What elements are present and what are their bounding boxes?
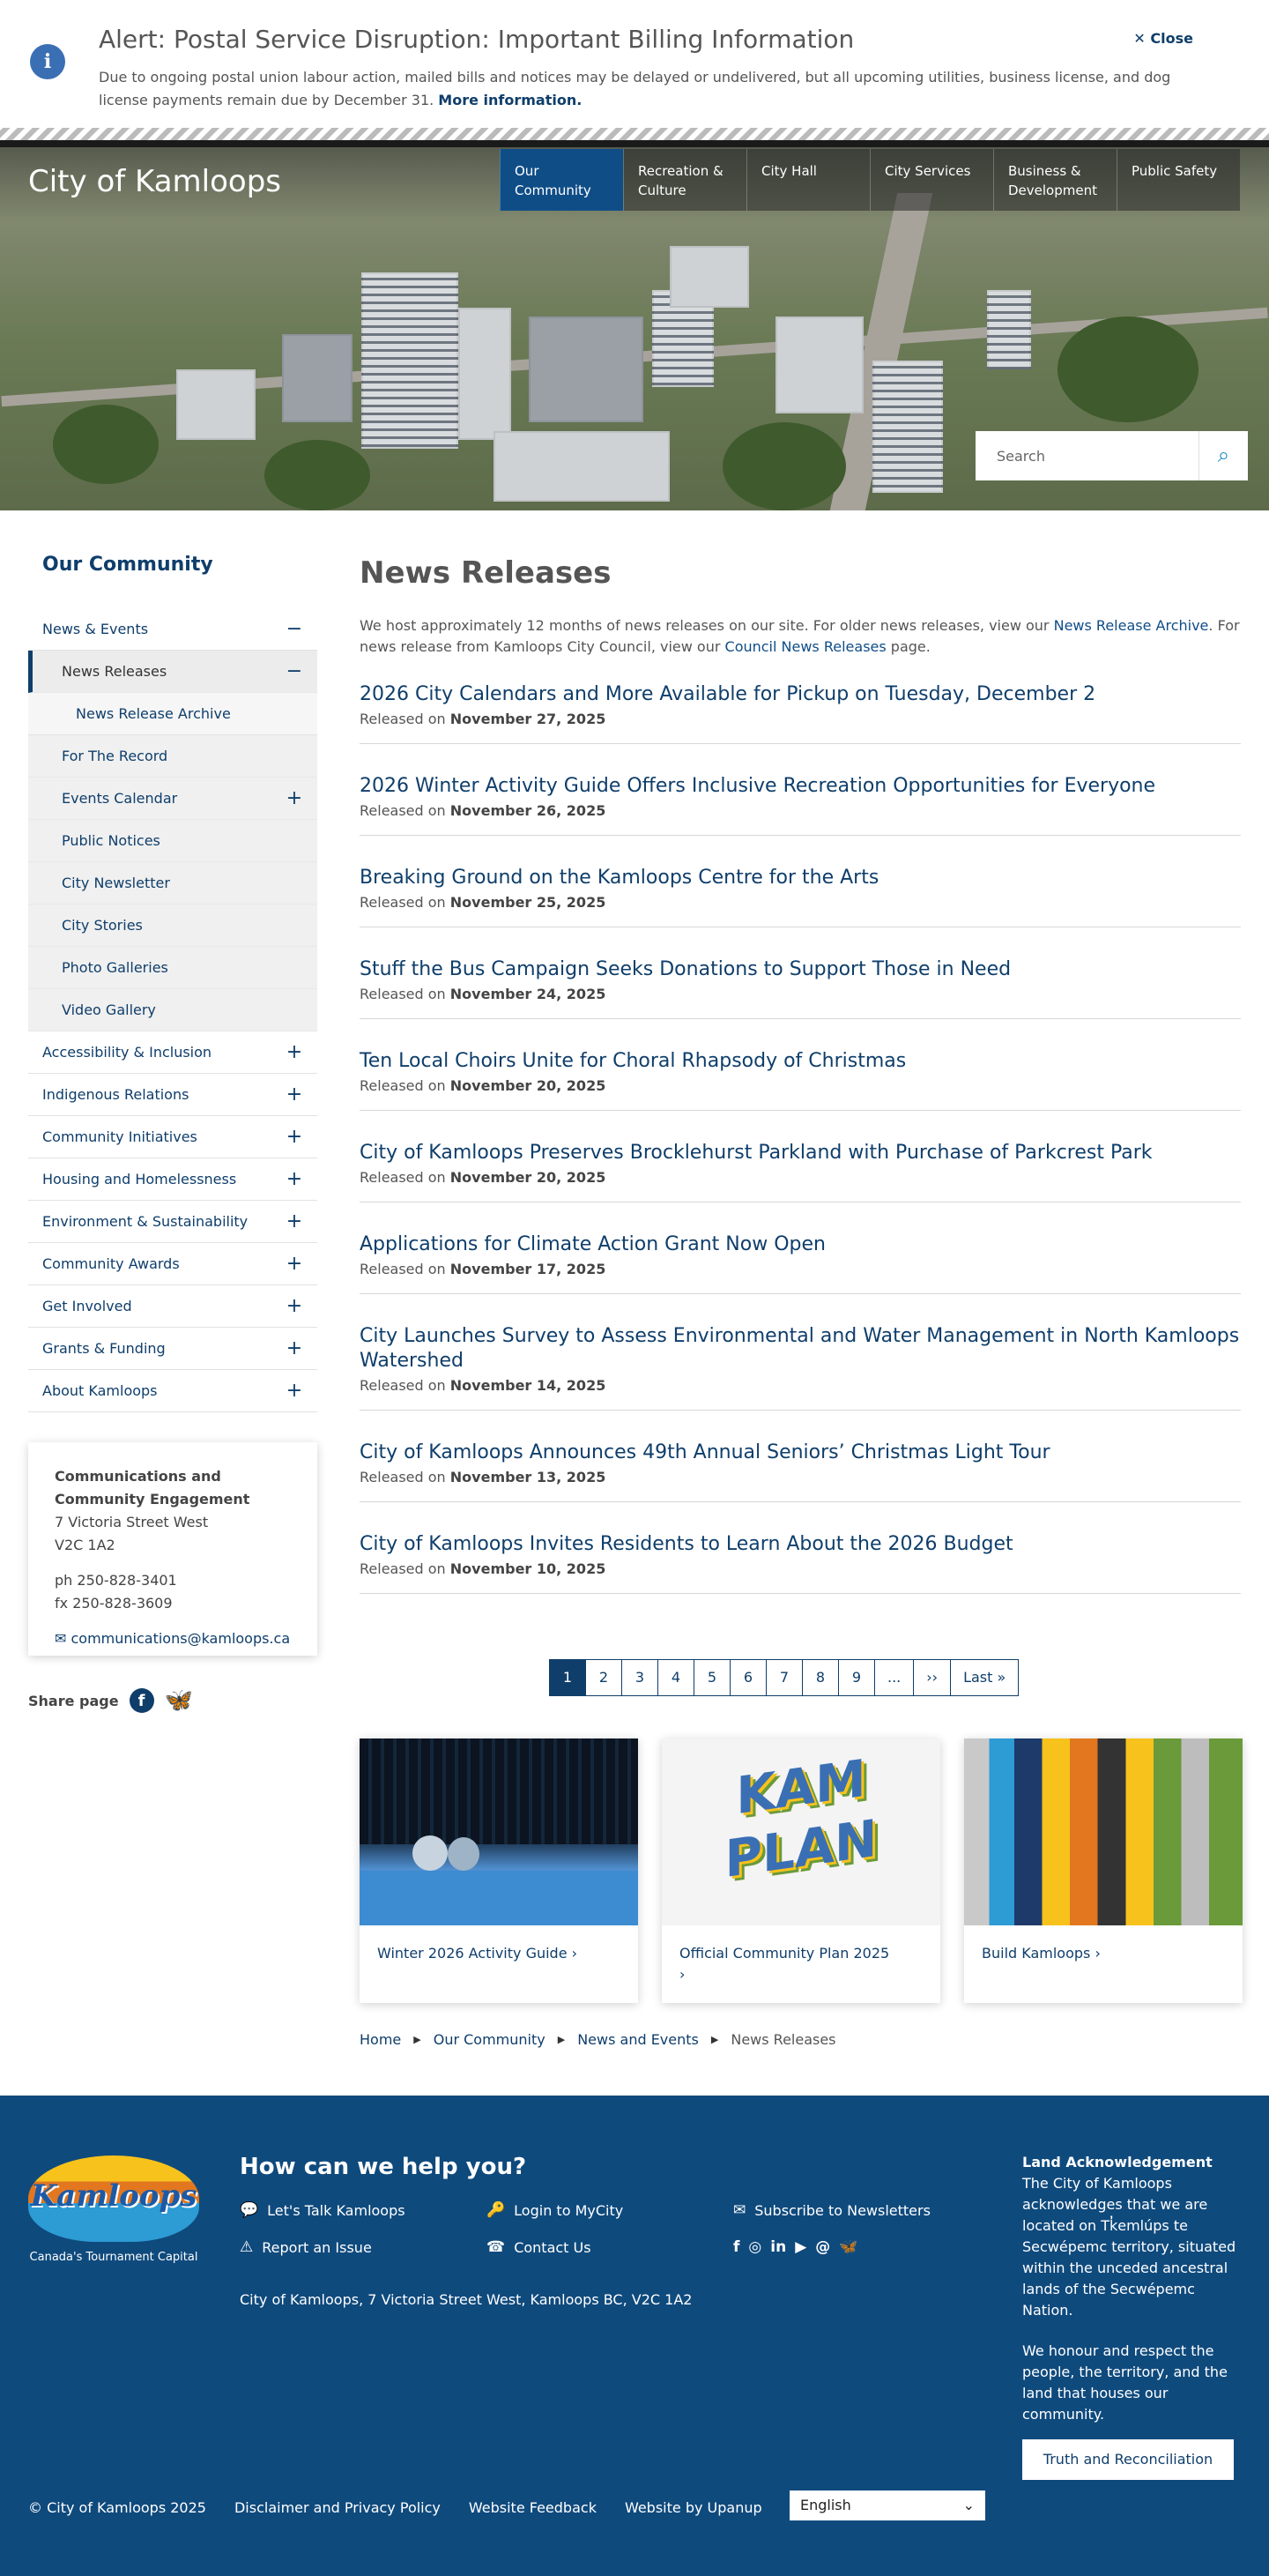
footer-bottom [28,2499,762,2516]
news-archive-link[interactable]: News Release Archive [1053,617,1209,634]
chevron-right-icon: ▶ [557,2034,566,2045]
hero-header [0,140,1269,510]
page-link[interactable]: ›› [913,1659,951,1696]
sidebar-item-city-newsletter[interactable]: City Newsletter [28,862,317,905]
photo-building [776,316,864,413]
news-release-date: Released on November 24, 2025 [360,986,606,1002]
share-page [28,1687,193,1714]
facebook-icon[interactable]: f [733,2238,740,2256]
footer-link-mycity[interactable]: 🔑 Login to MyCity [486,2201,624,2219]
photo-building [987,290,1031,369]
bluesky-icon[interactable]: 🦋 [839,2238,858,2256]
photo-building [458,308,511,440]
page-link[interactable]: ... [874,1659,914,1696]
contact-card [28,1442,317,1656]
alert-close-button[interactable]: ✕ Close [1133,30,1193,47]
breadcrumb [360,2031,836,2049]
news-release-date: Released on November 14, 2025 [360,1377,606,1394]
site-search [976,431,1248,480]
truth-reconciliation-button[interactable]: Truth and Reconciliation [1022,2439,1234,2480]
card-build-kamloops[interactable] [964,1738,1243,2003]
bluesky-icon[interactable]: 🦋 [164,1687,193,1714]
page-link[interactable]: 9 [838,1659,875,1696]
page-link[interactable]: 6 [730,1659,767,1696]
main-nav [500,149,1240,211]
sidebar-item-grants-funding[interactable]: Grants & Funding + [28,1328,317,1370]
collapse-icon[interactable]: − [286,660,303,682]
alert-divider [0,128,1269,140]
contact-org: Communications and Community Engagement [55,1468,250,1508]
photo-building [670,246,749,308]
chevron-right-icon: › [679,1966,686,1983]
sidebar-item-community-initiatives[interactable]: Community Initiatives + [28,1116,317,1158]
sidebar-item-accessibility[interactable]: Accessibility & Inclusion + [28,1031,317,1074]
site-logo-text[interactable]: City of Kamloops [28,164,282,199]
card-label[interactable]: Winter 2026 Activity Guide › [377,1945,578,1962]
search-input[interactable] [976,431,1198,480]
contact-email-link[interactable]: ✉ communications@kamloops.ca [55,1630,291,1647]
news-release-item [360,1220,1241,1294]
nav-city-services[interactable]: City Services [870,149,993,211]
council-news-link[interactable]: Council News Releases [724,638,887,655]
expand-icon[interactable]: + [286,787,303,809]
nav-recreation-culture[interactable]: Recreation & Culture [623,149,746,211]
key-icon: 🔑 [486,2201,506,2219]
alert-body: Due to ongoing postal union labour action, mailed bills and notices may be delayed or undelivered, but all upcoming utilities, business license, and dog license payments remain due by December 31. More information. [99,69,1171,108]
card-community-plan[interactable] [662,1738,940,2003]
linkedin-icon[interactable]: in [770,2238,787,2256]
footer-link-report-issue[interactable]: ⚠ Report an Issue [240,2238,372,2256]
feedback-link[interactable]: Website Feedback [468,2499,597,2516]
news-release-item [360,762,1241,836]
sidebar-item-news-releases[interactable]: News Releases − [28,651,317,693]
breadcrumb-current: News Releases [731,2031,836,2048]
footer-links [240,2201,980,2256]
sidebar-item-indigenous-relations[interactable]: Indigenous Relations + [28,1074,317,1116]
logo-tagline: Canada's Tournament Capital [29,2251,198,2264]
sidebar-item-housing[interactable]: Housing and Homelessness + [28,1158,317,1201]
contact-street: 7 Victoria Street West [55,1514,209,1530]
nav-public-safety[interactable]: Public Safety [1117,149,1240,211]
breadcrumb-news-events[interactable]: News and Events [577,2031,699,2048]
pagination [550,1659,1019,1696]
news-release-date: Released on November 25, 2025 [360,894,606,911]
photo-tree [1058,316,1198,422]
news-release-date: Released on November 20, 2025 [360,1169,606,1186]
news-release-title[interactable]: City of Kamloops Invites Residents to Learn About the 2026 Budget [360,1533,1013,1555]
footer-link-contact[interactable]: ☎ Contact Us [486,2238,591,2256]
sidebar-item-for-the-record[interactable]: For The Record [28,735,317,778]
footer-link-lets-talk[interactable]: 💬 Let's Talk Kamloops [240,2201,405,2219]
news-release-item [360,945,1241,1019]
page-link[interactable]: 1 [549,1659,586,1696]
email-icon: ✉ [55,1630,71,1647]
search-button[interactable] [1198,431,1248,480]
sidebar-item-events-calendar[interactable]: Events Calendar + [28,778,317,820]
page-link[interactable]: 8 [802,1659,839,1696]
news-release-date: Released on November 13, 2025 [360,1469,606,1485]
chevron-right-icon: ▶ [710,2034,719,2045]
sidebar-item-city-stories[interactable]: City Stories [28,905,317,947]
news-release-date: Released on November 17, 2025 [360,1261,606,1277]
phone-icon: ☎ [486,2238,506,2256]
photo-building [529,316,643,422]
sidebar-item-news-events[interactable]: News & Events − [28,608,317,651]
sidebar-item-public-notices[interactable]: Public Notices [28,820,317,862]
alert-more-link[interactable]: More information. [438,92,583,108]
breadcrumb-our-community[interactable]: Our Community [433,2031,545,2048]
news-release-item [360,1037,1241,1111]
sidebar-item-environment[interactable]: Environment & Sustainability + [28,1201,317,1243]
page-link[interactable]: 5 [694,1659,731,1696]
news-release-item [360,670,1241,744]
news-release-item [360,1520,1241,1594]
language-select[interactable]: English ⌄ [790,2490,985,2520]
sidebar-title[interactable]: Our Community [42,554,213,576]
footer-address: City of Kamloops, 7 Victoria Street West, Kamloops BC, V2C 1A2 [240,2291,693,2308]
page-link[interactable]: Last » [950,1659,1019,1696]
contact-fax: fx 250-828-3609 [55,1595,173,1612]
land-text: The City of Kamloops acknowledges that we are located on Tk̓emlúps te Secwépemc territory, situated within the unceded ancestral lands of the Secwépemc Nation. [1022,2175,1236,2319]
expand-icon[interactable]: + [286,1083,303,1106]
instagram-icon[interactable]: ◎ [748,2238,762,2256]
breadcrumb-home[interactable]: Home [360,2031,402,2048]
photo-building [872,361,943,493]
photo-building [282,334,352,422]
page-title: News Releases [360,555,612,591]
credit-link[interactable]: Website by Upanup [624,2499,762,2516]
nav-city-hall[interactable]: City Hall [746,149,870,211]
expand-icon[interactable]: + [286,1126,303,1148]
page-link[interactable]: 4 [657,1659,694,1696]
news-release-date: Released on November 27, 2025 [360,711,606,727]
site-footer [0,2096,1269,2576]
expand-icon[interactable]: + [286,1041,303,1063]
sidebar-nav [28,608,317,1412]
news-release-title[interactable]: City of Kamloops Preserves Brocklehurst Parkland with Purchase of Parkcrest Park [360,1142,1153,1164]
info-icon: i [30,44,65,79]
news-release-title[interactable]: City Launches Survey to Assess Environmental and Water Management in North Kamloops Watershed [360,1325,1240,1372]
card-image [662,1738,940,1925]
land-text: We honour and respect the people, the territory, and the land that houses our community. [1022,2342,1228,2423]
facebook-icon[interactable]: f [130,1688,154,1713]
page-link[interactable]: 3 [621,1659,658,1696]
release-list [360,670,1241,1594]
threads-icon[interactable]: @ [815,2238,831,2256]
card-image [964,1738,1243,1925]
newsletter-icon: ✉ [733,2201,746,2219]
page-link[interactable]: 7 [766,1659,803,1696]
sidebar-item-video-gallery[interactable]: Video Gallery [28,989,317,1031]
kamloops-logo: Kamloops [28,2155,199,2242]
sidebar-item-community-awards[interactable]: Community Awards + [28,1243,317,1285]
footer-logo[interactable] [28,2155,199,2264]
main-content [360,555,1241,1612]
news-release-title[interactable]: Stuff the Bus Campaign Seeks Donations to Support Those in Need [360,958,1012,980]
news-release-date: Released on November 20, 2025 [360,1077,606,1094]
news-release-title[interactable]: City of Kamloops Announces 49th Annual Seniors’ Christmas Light Tour [360,1441,1050,1463]
expand-icon[interactable]: + [286,1210,303,1232]
card-winter-activity-guide[interactable] [360,1738,638,2003]
kamplan-art: KAM PLAN [724,1747,878,1890]
photo-building [494,431,670,502]
news-release-title[interactable]: Applications for Climate Action Grant Now Open [360,1233,826,1255]
news-release-item [360,1128,1241,1202]
disclaimer-link[interactable]: Disclaimer and Privacy Policy [234,2499,441,2516]
chevron-right-icon: › [1095,1945,1101,1962]
alert-title: Alert: Postal Service Disruption: Important Billing Information [99,25,855,54]
sidebar-item-news-release-archive[interactable]: News Release Archive [28,693,317,735]
news-release-title[interactable]: Breaking Ground on the Kamloops Centre for the Arts [360,867,879,889]
photo-building [176,369,256,440]
expand-icon[interactable]: + [286,1337,303,1359]
sidebar-item-about-kamloops[interactable]: About Kamloops + [28,1370,317,1412]
share-label: Share page [28,1692,119,1709]
news-release-date: Released on November 10, 2025 [360,1560,606,1577]
news-release-date: Released on November 26, 2025 [360,802,606,819]
land-acknowledgement [1022,2152,1243,2445]
news-release-item [360,853,1241,927]
card-label[interactable]: Build Kamloops › [982,1945,1101,1962]
chevron-right-icon: › [571,1945,578,1962]
sidebar-item-get-involved[interactable]: Get Involved + [28,1285,317,1328]
footer-help-title: How can we help you? [240,2154,527,2180]
search-icon: ⌕ [1217,443,1230,467]
alert-banner [0,0,1269,128]
expand-icon[interactable]: + [286,1380,303,1402]
expand-icon[interactable]: + [286,1168,303,1190]
news-release-title[interactable]: 2026 Winter Activity Guide Offers Inclusive Recreation Opportunities for Everyone [360,775,1156,797]
copyright: © City of Kamloops 2025 [28,2499,206,2516]
chevron-down-icon: ⌄ [962,2497,975,2513]
contact-postal: V2C 1A2 [55,1537,115,1553]
news-release-item [360,1312,1241,1411]
youtube-icon[interactable]: ▶ [795,2238,807,2256]
close-icon: ✕ [1133,30,1151,47]
news-release-title[interactable]: Ten Local Choirs Unite for Choral Rhapsody of Christmas [360,1050,907,1072]
expand-icon[interactable]: + [286,1253,303,1275]
feature-cards [360,1738,1243,2003]
nav-our-community[interactable]: Our Community [500,149,623,211]
photo-building [361,272,458,449]
nav-business-development[interactable]: Business & Development [993,149,1117,211]
report-icon: ⚠ [240,2238,254,2256]
intro-text: We host approximately 12 months of news releases on our site. For older news releases, view our News Release Archive. For news release from Kamloops City Council, view our Council News Releases page. [360,617,1240,655]
photo-tree [264,440,370,510]
chevron-right-icon: ▶ [413,2034,421,2045]
footer-link-newsletters[interactable]: ✉ Subscribe to Newsletters [733,2201,931,2219]
contact-phone[interactable]: ph 250-828-3401 [55,1572,177,1589]
social-links [733,2238,980,2256]
sidebar-item-photo-galleries[interactable]: Photo Galleries [28,947,317,989]
collapse-icon[interactable]: − [286,618,303,640]
page-link[interactable]: 2 [585,1659,622,1696]
news-release-item [360,1428,1241,1502]
card-image [360,1738,638,1925]
photo-tree [53,405,159,484]
expand-icon[interactable]: + [286,1295,303,1317]
chat-icon: 💬 [240,2201,259,2219]
photo-tree [723,422,846,510]
land-title: Land Acknowledgement [1022,2154,1213,2170]
card-label[interactable]: Official Community Plan 2025 › [679,1945,890,1983]
news-release-title[interactable]: 2026 City Calendars and More Available for Pickup on Tuesday, December 2 [360,683,1096,705]
